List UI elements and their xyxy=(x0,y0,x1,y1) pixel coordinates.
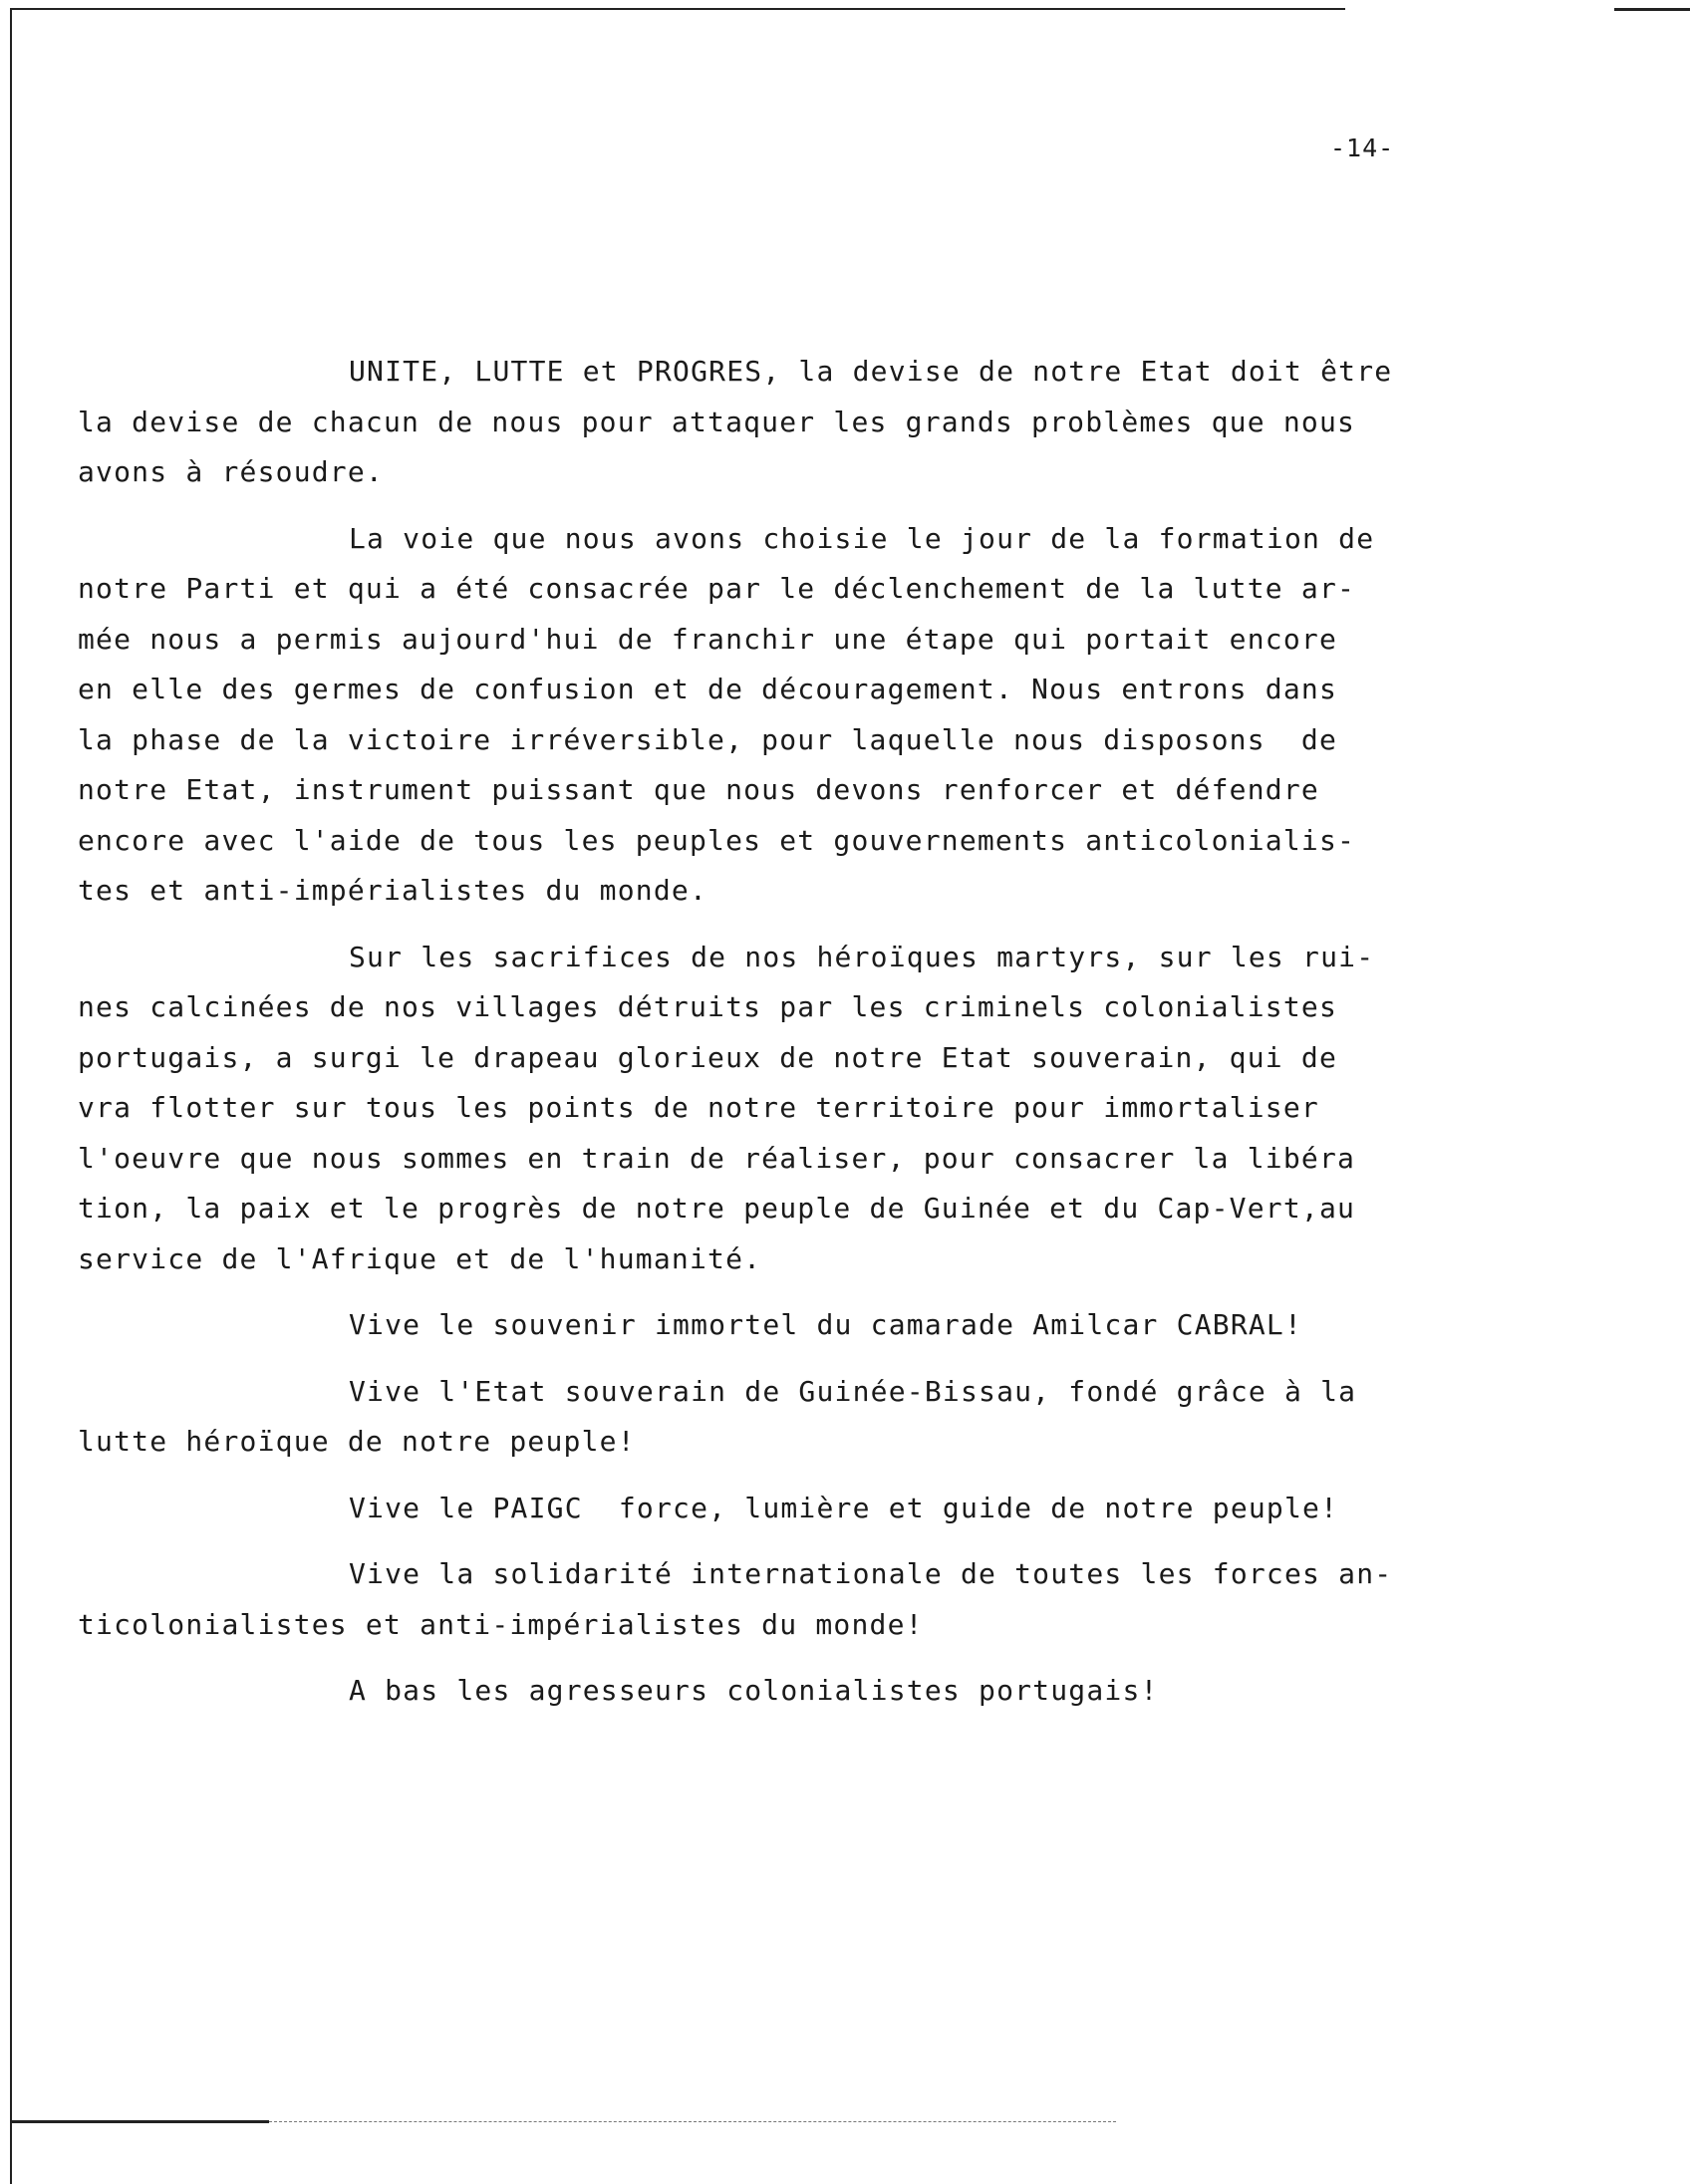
text-line: Sur les sacrifices de nos héroïques martyrs, sur les rui- xyxy=(349,940,1375,973)
paragraph-sacrifices xyxy=(78,933,1493,1285)
text-line: la devise de chacun de nous pour attaquer les grands problèmes que nous xyxy=(78,405,1356,438)
paragraph-path xyxy=(78,514,1493,917)
page-number: -14- xyxy=(1330,134,1395,162)
text-line: nes calcinées de nos villages détruits par les criminels colonialistes xyxy=(78,990,1338,1023)
text-line: portugais, a surgi le drapeau glorieux de notre Etat souverain, qui de xyxy=(78,1040,1338,1074)
text-line: UNITE, LUTTE et PROGRES, la devise de notre Etat doit être xyxy=(349,355,1393,388)
text-line: tes et anti-impérialistes du monde. xyxy=(78,874,708,907)
text-line: avons à résoudre. xyxy=(78,455,384,488)
slogan-down-aggressors xyxy=(78,1666,1493,1717)
page-frame-bottom xyxy=(10,2120,269,2123)
text-line: mée nous a permis aujourd'hui de franchir une étape qui portait encore xyxy=(78,622,1338,656)
text-line: Vive la solidarité internationale de toutes les forces an- xyxy=(349,1557,1393,1590)
text-line: Vive le PAIGC force, lumière et guide de notre peuple! xyxy=(349,1491,1339,1524)
paragraph-motto xyxy=(78,347,1493,498)
page-frame-bottom-dash xyxy=(269,2121,1116,2122)
page-frame-top-right xyxy=(1614,8,1690,11)
text-line: Vive l'Etat souverain de Guinée-Bissau, fondé grâce à la xyxy=(349,1374,1357,1408)
text-line: A bas les agresseurs colonialistes portugais! xyxy=(349,1674,1159,1707)
slogan-paigc xyxy=(78,1484,1493,1534)
text-line: ticolonialistes et anti-impérialistes du monde! xyxy=(78,1607,924,1641)
page-frame-left xyxy=(10,8,12,2184)
text-line: l'oeuvre que nous sommes en train de réaliser, pour consacrer la libéra xyxy=(78,1141,1356,1175)
text-line: la phase de la victoire irréversible, pour laquelle nous disposons de xyxy=(78,722,1338,756)
text-line: notre Etat, instrument puissant que nous devons renforcer et défendre xyxy=(78,773,1319,806)
text-line: vra flotter sur tous les points de notre territoire pour immortaliser xyxy=(78,1091,1319,1124)
text-line: en elle des germes de confusion et de découragement. Nous entrons dans xyxy=(78,673,1338,705)
slogan-solidarity xyxy=(78,1549,1493,1650)
slogan-state xyxy=(78,1367,1493,1468)
text-line: encore avec l'aide de tous les peuples et gouvernements anticolonialis- xyxy=(78,823,1356,857)
page-frame-top xyxy=(10,8,1345,10)
text-line: La voie que nous avons choisie le jour de la formation de xyxy=(349,521,1375,555)
document-body xyxy=(78,347,1493,1733)
text-line: lutte héroïque de notre peuple! xyxy=(78,1425,636,1458)
text-line: tion, la paix et le progrès de notre peuple de Guinée et du Cap-Vert,au xyxy=(78,1192,1356,1225)
text-line: notre Parti et qui a été consacrée par le déclenchement de la lutte ar- xyxy=(78,572,1356,605)
slogan-cabral xyxy=(78,1300,1493,1351)
text-line: service de l'Afrique et de l'humanité. xyxy=(78,1241,762,1275)
text-line: Vive le souvenir immortel du camarade Amilcar CABRAL! xyxy=(349,1308,1303,1341)
